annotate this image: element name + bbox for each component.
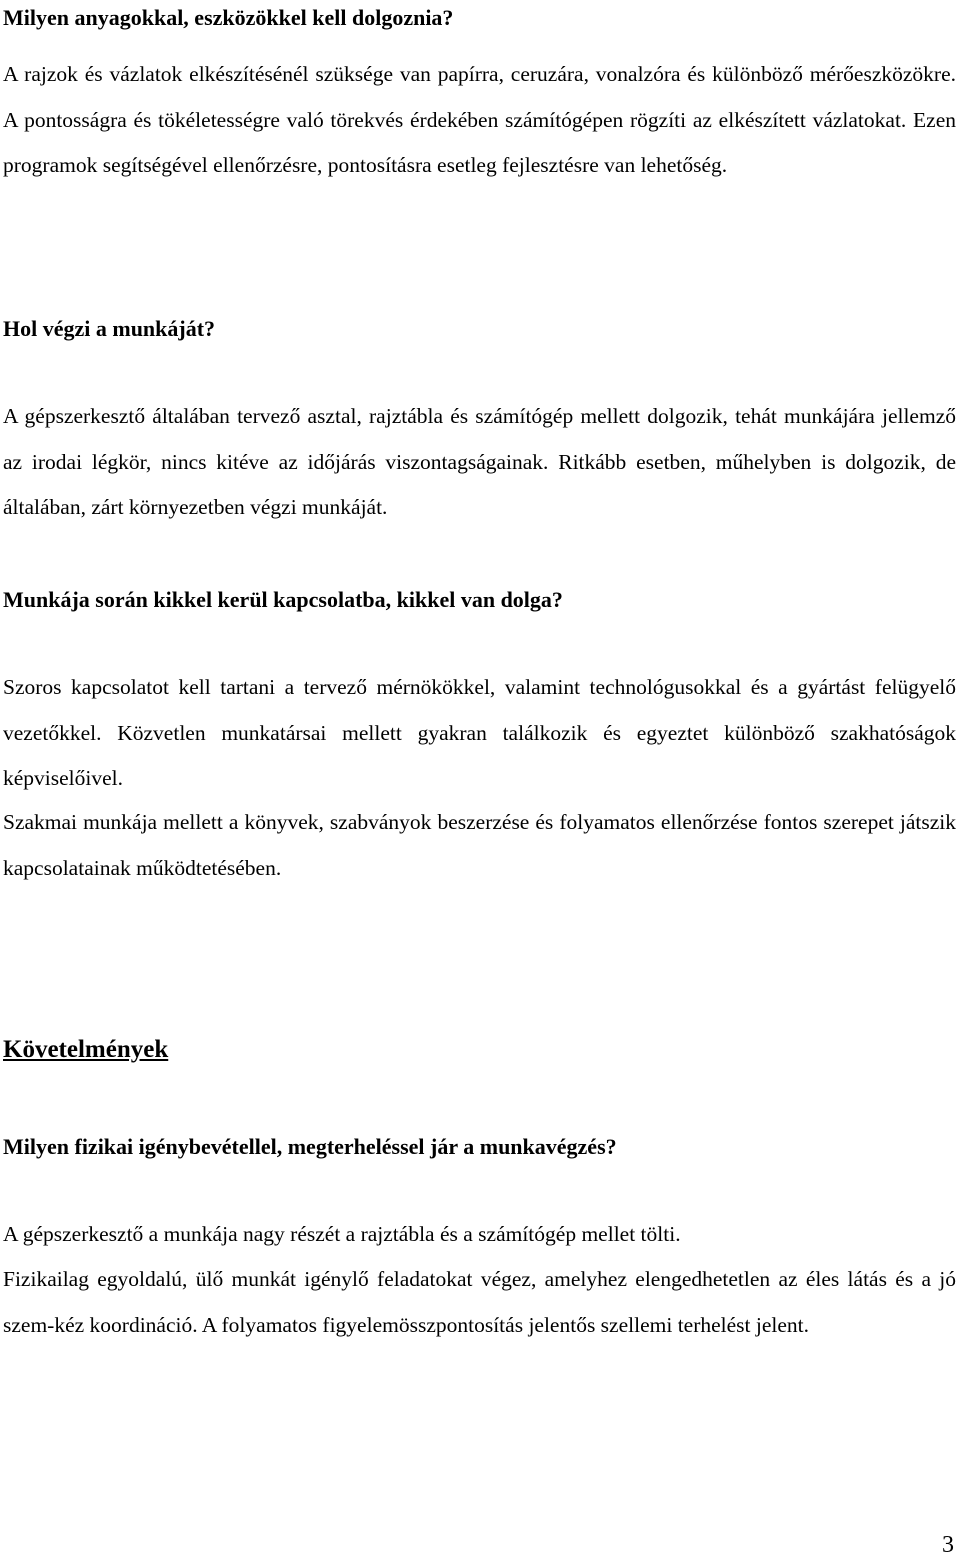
paragraph-physical-2: Fizikailag egyoldalú, ülő munkát igénylő feladatokat végez, amelyhez elengedhetetlen az éles látás és a jó szem-kéz koordináció. A folyamatos figyelemösszpontosítás jelentős szellemi terhelést jelent. bbox=[3, 1267, 956, 1337]
section-title-requirements: Követelmények bbox=[3, 1036, 169, 1063]
question-heading-materials: Milyen anyagokkal, eszközökkel kell dolgoznia? bbox=[3, 5, 454, 30]
paragraph-materials: A rajzok és vázlatok elkészítésénél szüksége van papírra, ceruzára, vonalzóra és különböző mérőeszközökre. A pontosságra és tökéletességre való törekvés érdekében számítógépen rögzíti az elkészített vázlatokat. Ezen programok segítségével ellenőrzésre, pontosításra esetleg fejlesztésre van lehetőség. bbox=[3, 62, 956, 177]
question-heading-workplace: Hol végzi a munkáját? bbox=[3, 316, 216, 341]
paragraph-workplace: A gépszerkesztő általában tervező asztal, rajztábla és számítógép mellett dolgozik, tehát munkájára jellemző az irodai légkör, nincs kitéve az időjárás viszontagságainak. Ritkább esetben, műhelyben is dolgozik, de általában, zárt környezetben végzi munkáját. bbox=[3, 404, 956, 519]
question-heading-contacts: Munkája során kikkel kerül kapcsolatba, kikkel van dolga? bbox=[3, 587, 563, 612]
question-heading-physical: Milyen fizikai igénybevétellel, megterheléssel jár a munkavégzés? bbox=[3, 1134, 617, 1159]
paragraph-contacts-2: Szakmai munkája mellett a könyvek, szabványok beszerzése és folyamatos ellenőrzése fontos szerepet játszik kapcsolatainak működtetésében. bbox=[3, 810, 956, 880]
page-number: 3 bbox=[942, 1532, 954, 1558]
paragraph-contacts-1: Szoros kapcsolatot kell tartani a tervező mérnökökkel, valamint technológusokkal és a gyártást felügyelő vezetőkkel. Közvetlen munkatársai mellett gyakran találkozik és egyeztet különböző szakhatóságok képviselőivel. bbox=[3, 675, 956, 790]
paragraph-physical-1: A gépszerkesztő a munkája nagy részét a rajztábla és a számítógép mellet tölti. bbox=[3, 1222, 681, 1246]
